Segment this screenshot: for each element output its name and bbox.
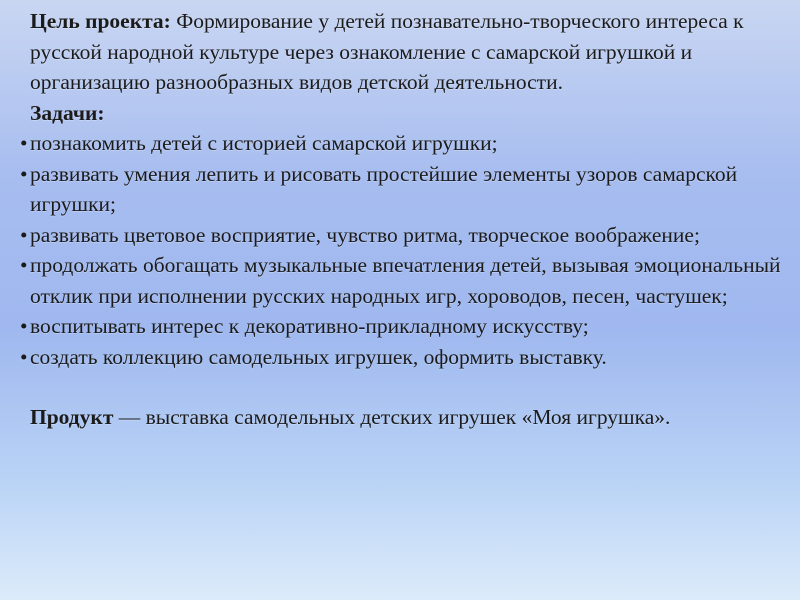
goal-text: Формирование у детей познавательно-творческого интереса к русской народной культуре через ознакомление с самарской игрушкой и организацию разнообразных видов детской деятельности. xyxy=(30,9,744,94)
task-text: развивать умения лепить и рисовать простейшие элементы узоров самарской игрушки; xyxy=(30,161,738,216)
bullet-icon: • xyxy=(20,314,28,338)
bullet-icon: • xyxy=(20,131,28,155)
product-paragraph xyxy=(20,402,792,433)
goal-paragraph xyxy=(20,6,792,98)
list-item xyxy=(20,159,792,220)
goal-label: Цель проекта: xyxy=(30,9,171,33)
bullet-icon: • xyxy=(20,253,28,277)
task-text: познакомить детей с историей самарской игрушки; xyxy=(30,131,498,155)
tasks-list xyxy=(20,128,792,372)
task-text: создать коллекцию самодельных игрушек, оформить выставку. xyxy=(30,344,607,369)
list-item xyxy=(20,311,792,342)
spacer xyxy=(20,372,792,402)
task-text: воспитывать интерес к декоративно-прикладному искусству; xyxy=(30,314,589,338)
list-item xyxy=(20,220,792,251)
product-label: Продукт xyxy=(30,405,114,429)
task-text: развивать цветовое восприятие, чувство ритма, творческое воображение; xyxy=(30,222,700,247)
tasks-heading: Задачи: xyxy=(30,100,105,125)
list-item xyxy=(20,128,792,159)
slide-content xyxy=(20,6,792,433)
product-text: — выставка самодельных детских игрушек «Моя игрушка». xyxy=(113,405,671,429)
list-item xyxy=(20,342,792,373)
list-item xyxy=(20,250,792,311)
bullet-icon: • xyxy=(20,161,28,186)
bullet-icon: • xyxy=(20,222,28,247)
task-text: продолжать обогащать музыкальные впечатления детей, вызывая эмоциональный отклик при исполнении русских народных игр, хороводов, песен, частушек; xyxy=(30,253,781,308)
bullet-icon: • xyxy=(20,344,28,369)
